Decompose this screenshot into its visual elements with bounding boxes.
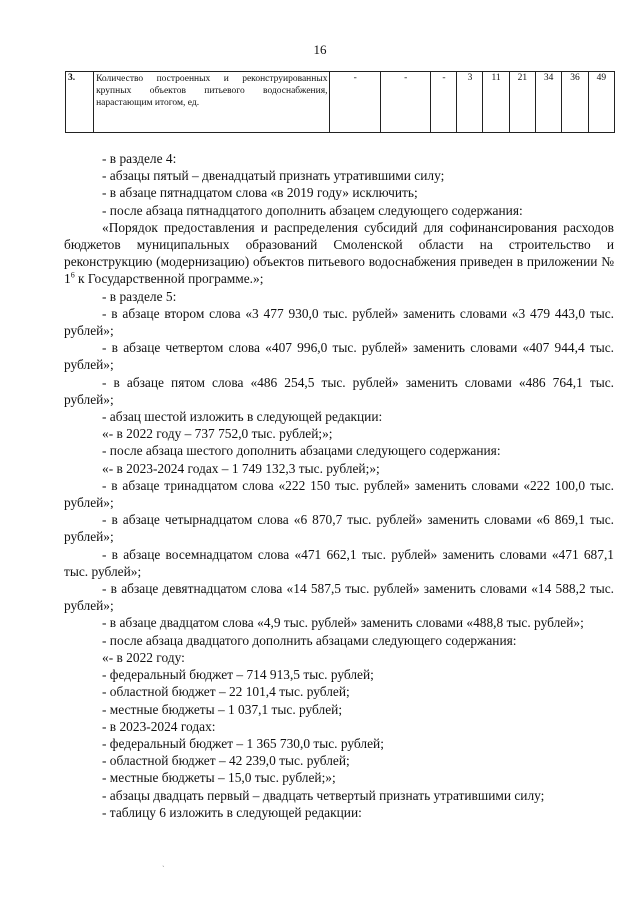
- paragraph: - таблицу 6 изложить в следующей редакции:: [102, 804, 362, 820]
- value-cell: 34: [536, 72, 562, 133]
- paragraph: - после абзаца пятнадцатого дополнить абзацем следующего содержания:: [102, 202, 523, 218]
- value-cell: 36: [562, 72, 588, 133]
- paragraph: - областной бюджет – 22 101,4 тыс. рублей;: [102, 684, 350, 700]
- paragraph: - абзац шестой изложить в следующей редакции:: [102, 409, 383, 425]
- value-cell: 3: [457, 72, 483, 133]
- paragraph: - в абзаце тринадцатом слова «222 150 тыс. рублей» заменить словами «222 100,0 тыс. рублей»;: [64, 477, 614, 511]
- paragraph: - абзацы пятый – двенадцатый признать утратившими силу;: [102, 168, 445, 184]
- paragraph: «- в 2022 году – 737 752,0 тыс. рублей;»;: [102, 426, 333, 442]
- paragraph: - областной бюджет – 42 239,0 тыс. рублей;: [102, 753, 350, 769]
- paragraph: - в абзаце девятнадцатом слова «14 587,5 тыс. рублей» заменить словами «14 588,2 тыс. рублей»;: [64, 581, 614, 614]
- paragraph: - абзацы двадцать первый – двадцать четвертый признать утратившими силу;: [102, 787, 545, 803]
- document-body: [64, 150, 614, 821]
- paragraph: [64, 219, 614, 288]
- page-number: 16: [313, 42, 327, 57]
- paragraph: - федеральный бюджет – 1 365 730,0 тыс. рублей;: [102, 735, 384, 751]
- paragraph: - в разделе 4:: [102, 151, 177, 166]
- paragraph: «- в 2023-2024 годах – 1 749 132,3 тыс. рублей;»;: [102, 460, 380, 476]
- paragraph: - в разделе 5:: [102, 288, 177, 304]
- scan-speck: ˎ: [162, 858, 165, 867]
- paragraph: - в абзаце четвертом слова «407 996,0 тыс. рублей» заменить словами «407 944,4 тыс. рублей»;: [64, 340, 614, 373]
- paragraph: - местные бюджеты – 15,0 тыс. рублей;»;: [102, 770, 336, 786]
- indicator-name-cell: Количество построенных и реконструированных крупных объектов питьевого водоснабжения, нарастающим итогом, ед.: [94, 72, 330, 133]
- value-cell: 49: [588, 72, 614, 133]
- paragraph: «- в 2022 году:: [102, 649, 185, 665]
- value-cell: -: [431, 72, 457, 133]
- paragraph: - в абзаце четырнадцатом слова «6 870,7 тыс. рублей» заменить словами «6 869,1 тыс. рублей»;: [64, 512, 614, 545]
- value-cell: 11: [483, 72, 509, 133]
- paragraph: - в абзаце восемнадцатом слова «471 662,1 тыс. рублей» заменить словами «471 687,1 тыс. рублей»;: [64, 546, 614, 579]
- paragraph: - в 2023-2024 годах:: [102, 718, 216, 734]
- paragraph: - местные бюджеты – 1 037,1 тыс. рублей;: [102, 701, 343, 717]
- paragraph: - в абзаце двадцатом слова «4,9 тыс. рублей» заменить словами «488,8 тыс. рублей»;: [102, 615, 584, 631]
- paragraph: - в абзаце пятнадцатом слова «в 2019 году» исключить;: [102, 185, 418, 201]
- paragraph-text: к Государственной программе.»;: [74, 271, 264, 287]
- value-cell: -: [380, 72, 431, 133]
- paragraph: - после абзаца двадцатого дополнить абзацами следующего содержания:: [102, 632, 517, 648]
- table-row: [66, 72, 615, 133]
- paragraph: - в абзаце пятом слова «486 254,5 тыс. рублей» заменить словами «486 764,1 тыс. рублей»;: [64, 374, 614, 407]
- paragraph: - после абзаца шестого дополнить абзацами следующего содержания:: [102, 443, 501, 459]
- paragraph-text: «Порядок предоставления и распределения субсидий для софинансирования расходов бюджетов муниципальных образований Смоленской области на строительство и реконструкцию (модернизацию) объектов питьевого водоснабжения приведен в приложении № 1: [64, 219, 614, 287]
- superscript: 6: [70, 270, 75, 280]
- paragraph: - в абзаце втором слова «3 477 930,0 тыс. рублей» заменить словами «3 479 443,0 тыс. рублей»;: [64, 305, 614, 339]
- value-cell: 21: [509, 72, 535, 133]
- value-cell: -: [330, 72, 381, 133]
- paragraph: - федеральный бюджет – 714 913,5 тыс. рублей;: [102, 667, 374, 683]
- indicator-table: [65, 71, 615, 133]
- row-number-cell: 3.: [66, 72, 94, 133]
